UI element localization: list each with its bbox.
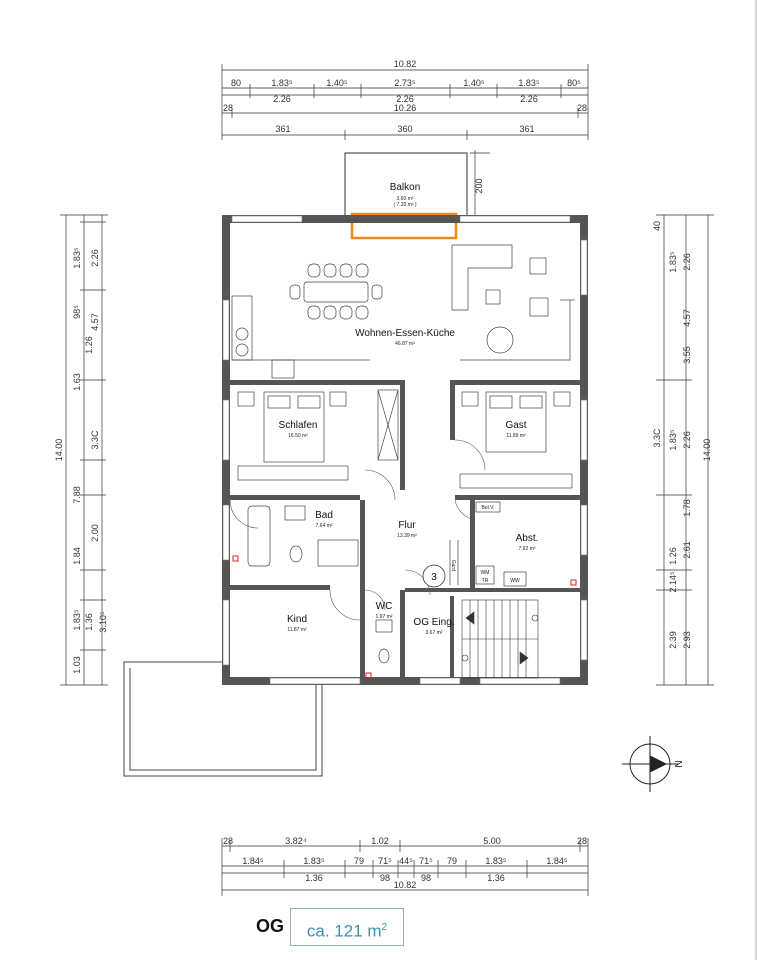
room-schlafen-name: Schlafen (278, 420, 318, 431)
room-bad-area: 7.64 m² (315, 523, 333, 529)
dim-left-seg: 7.88 (72, 486, 82, 504)
dim-right-seg: 2.14⁵ (668, 571, 678, 593)
compass-icon (622, 736, 678, 792)
room-abst-name: Abst. (515, 533, 539, 544)
dim-top-seg: 361 (275, 124, 291, 134)
dim-top-seg: 80⁵ (567, 78, 581, 88)
floor-area-text: ca. 121 m (306, 921, 382, 941)
floor-area-box (290, 908, 404, 946)
dim-right-total: 14.00 (702, 438, 712, 462)
dim-top-seg: 361 (519, 124, 535, 134)
room-balkon-name: Balkon (389, 182, 421, 193)
room-flur-name: Flur (398, 520, 416, 531)
sofa (452, 245, 548, 353)
dim-right-seg: 3.55 (682, 346, 692, 364)
room-og-eing-name: OG Eing. (413, 617, 455, 628)
dim-bottom-seg: 44⁵ (399, 856, 413, 866)
room-wek-name: Wohnen-Essen-Küche (355, 328, 455, 339)
dim-bottom-seg: 98 (379, 873, 391, 883)
room-gast-area: 11.89 m² (506, 433, 526, 439)
dim-right-seg: 4.57 (682, 309, 692, 327)
room-balkon-area: 3.60 m² (396, 196, 414, 202)
room-wc-name: WC (375, 601, 393, 612)
room-bad-name: Bad (315, 510, 333, 521)
dim-top-seg: 1.40⁵ (326, 78, 348, 88)
label-garderobe: Gard. (450, 559, 456, 573)
dim-bottom-seg: 71⁵ (378, 856, 392, 866)
dim-bottom-seg: 1.36 (305, 873, 323, 883)
room-wc-area: 1.97 m² (375, 614, 393, 620)
dim-bottom-seg: 28 (222, 836, 234, 846)
dim-right-seg: 2.26 (682, 253, 692, 271)
staircase (462, 600, 538, 678)
dim-left-seg: 1.84 (72, 547, 82, 565)
dim-right-seg: 1.26 (668, 547, 678, 565)
dim-left-seg: 3.10⁵ (98, 611, 108, 633)
dim-right-seg: 3.3C (652, 428, 662, 448)
stair-number: 3 (431, 572, 437, 583)
room-kind-area: 11.87 m² (287, 627, 307, 633)
bed-gast (460, 392, 572, 488)
dim-left-seg: 1.63 (72, 373, 82, 391)
label-bel-v: Bel.V. (481, 505, 495, 511)
dim-bottom-seg: 1.84⁵ (546, 856, 568, 866)
dim-bottom-seg: 3.82⁴ (285, 836, 307, 846)
dim-left-seg: 1.26 (84, 336, 94, 354)
dim-top-total: 10.82 (393, 59, 417, 69)
floor-label: OG (256, 916, 285, 936)
dim-right-seg: 1.78 (682, 499, 692, 517)
dim-top-seg: 28 (222, 103, 234, 113)
dim-right-seg: 2.26 (682, 431, 692, 449)
room-abst-area: 7.92 m² (518, 546, 536, 552)
dim-top-seg: 1.83⁵ (518, 78, 540, 88)
room-wek-area: 46.87 m² (395, 341, 415, 347)
dim-bottom-total: 10.82 (393, 880, 417, 890)
dim-left-seg: 3.3C (90, 430, 100, 450)
dim-top-seg: 2.26 (273, 94, 291, 104)
room-schlafen-area: 16.50 m² (288, 433, 308, 439)
room-balkon-area-total: ( 7.20 m² ) (393, 202, 417, 208)
dim-bottom-seg: 71⁵ (419, 856, 433, 866)
label-ww: WW (510, 578, 520, 584)
dim-bottom-seg: 1.36 (487, 873, 505, 883)
dim-bottom-seg: 1.83⁵ (485, 856, 507, 866)
room-gast-name: Gast (505, 420, 527, 431)
dim-top-seg: 2.73⁵ (394, 78, 416, 88)
dim-top-seg: 2.26 (520, 94, 538, 104)
floor-area-unit-sup: 2 (381, 922, 388, 933)
dim-right-seg: 1.83⁵ (668, 429, 678, 451)
dim-left-seg: 2.00 (90, 524, 100, 542)
dim-left-seg: 98⁵ (72, 305, 82, 319)
dim-top-seg: 1.83⁵ (271, 78, 293, 88)
bathroom-fixtures (248, 506, 392, 663)
dim-right-seg: 1.83⁵ (668, 251, 678, 273)
dim-top-seg: 80 (230, 78, 242, 88)
dim-bottom-seg: 79 (446, 856, 458, 866)
dim-bottom-seg: 98 (420, 873, 432, 883)
dim-left-seg: 2.26 (90, 249, 100, 267)
dim-bottom-seg: 1.83⁵ (303, 856, 325, 866)
room-flur-area: 13.39 m² (397, 533, 417, 539)
dim-top-seg: 360 (397, 124, 413, 134)
dining-table (290, 264, 382, 319)
dim-right-seg: 2.39 (668, 631, 678, 649)
label-tr: TR (481, 578, 489, 584)
dim-left-seg: 1.03 (72, 656, 82, 674)
dim-top-seg: 28 (576, 103, 588, 113)
dim-left-seg: 4.57 (90, 313, 100, 331)
bed-schlafen (238, 390, 398, 480)
dim-right-seg: 2.93 (682, 631, 692, 649)
dim-bottom-seg: 1.02 (371, 836, 389, 846)
dim-bottom-seg: 28 (576, 836, 588, 846)
room-kind-name: Kind (286, 614, 308, 625)
dim-top-seg: 2.26 (396, 94, 414, 104)
dim-top-seg: 10.26 (393, 103, 417, 113)
room-og-eing-area: 3.67 m² (425, 630, 443, 636)
dim-bottom-seg: 1.84⁵ (242, 856, 264, 866)
dim-left-seg: 1.83⁵ (72, 609, 82, 631)
dim-right-seg: 2.61 (682, 541, 692, 559)
label-wm: WM (480, 570, 490, 576)
dim-bottom-seg: 79 (353, 856, 365, 866)
dim-bottom-seg: 5.00 (483, 836, 501, 846)
door-swings (230, 440, 485, 620)
dim-left-seg: 1.36 (84, 613, 94, 631)
compass-north-label: N (674, 760, 685, 768)
dim-top-seg: 1.40⁵ (463, 78, 485, 88)
dim-left-total: 14.00 (54, 438, 64, 462)
dim-balcony-depth: 200 (474, 178, 484, 194)
dim-right-seg: 40 (652, 220, 662, 232)
dim-left-seg: 1.83⁵ (72, 247, 82, 269)
